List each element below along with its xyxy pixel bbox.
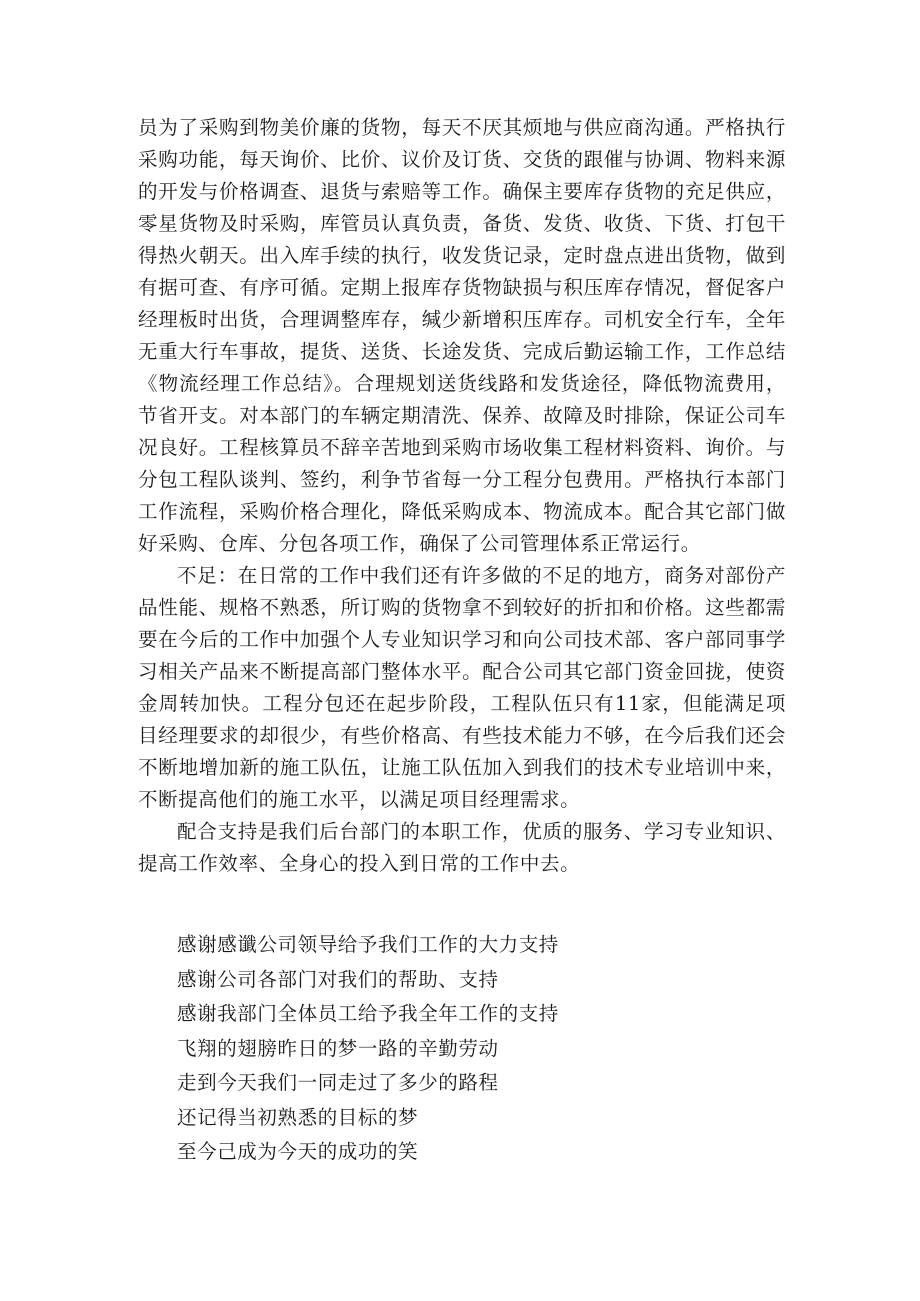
closing-line-1: 感谢感谶公司领导给予我们工作的大力支持 <box>177 933 559 956</box>
closing-line-7: 至今己成为今天的成功的笑 <box>177 1140 419 1163</box>
closing-line-3: 感谢我部门全体员工给予我全年工作的支持 <box>177 1002 559 1025</box>
closing-line-4: 飞翔的翅膀昨日的梦一路的辛勤劳动 <box>177 1036 499 1060</box>
closing-line-6: 还记得当初熟悉的目标的梦 <box>177 1105 419 1129</box>
paragraph-procurement: 员为了采购到物美价廉的货物，每天不厌其烦地与供应商沟通。严格执行采购功能，每天询价、比价、议价及订货、交货的跟催与协调、物料来源的开发与价格调查、退货与索赔等工作。确保主要库存货物的充足供应，零星货物及时采购，库管员认真负责，备货、发货、收货、下货、打包干得热火朝天。出入库手续的执行，收发货记录，定时盘点进出货物，做到有据可查、有序可循。定期上报库存货物缺损与积压库存情况，督促客户经理板时出货，合理调整库存，缄少新增积压库存。司机安全行车，全年无重大行车事故，提货、送货、长途发货、完成后勤运输工作，工作总结《物流经理工作总结》。合理规划送货线路和发货途径，降低物流费用，节省开支。对本部门的车辆定期清洗、保养、故障及时排除，保证公司车况良好。工程核算员不辞辛苦地到采购市场收集工程材料资料、询价。与分包工程队谈判、签约，利争节省每一分工程分包费用。严格执行本部门工作流程，采购价格合理化，降低采购成本、物流成本。配合其它部门做好采购、仓库、分包各项工作，确保了公司管理体系正常运行。 <box>138 116 786 555</box>
closing-line-2: 感谢公司各部门对我们的帮助、支持 <box>177 967 499 991</box>
closing-line-5: 走到今天我们一同走过了多少的路程 <box>177 1071 499 1094</box>
document-body <box>138 112 786 880</box>
closing-lines <box>177 928 777 1170</box>
paragraph-support: 配合支持是我们后台部门的本职工作，优质的服务、学习专业知识、提高工作效率、全身心的投入到日常的工作中去。 <box>138 820 786 875</box>
paragraph-shortcomings: 不足：在日常的工作中我们还有许多做的不足的地方，商务对部份产品性能、规格不熟悉，所订购的货物拿不到较好的折扣和价格。这些都需要在今后的工作中加强个人专业知识学习和向公司技术部、客户部同事学习相关产品来不断提高部门整体水平。配合公司其它部门资金回拢，使资金周转加快。工程分包还在起步阶段，工程队伍只有11家，但能满足项目经理要求的却很少，有些价格高、有些技术能力不够，在今后我们还会不断地增加新的施工队伍，让施工队伍加入到我们的技术专业培训中来，不断提高他们的施工水平，以满足项目经理需求。 <box>138 564 786 811</box>
